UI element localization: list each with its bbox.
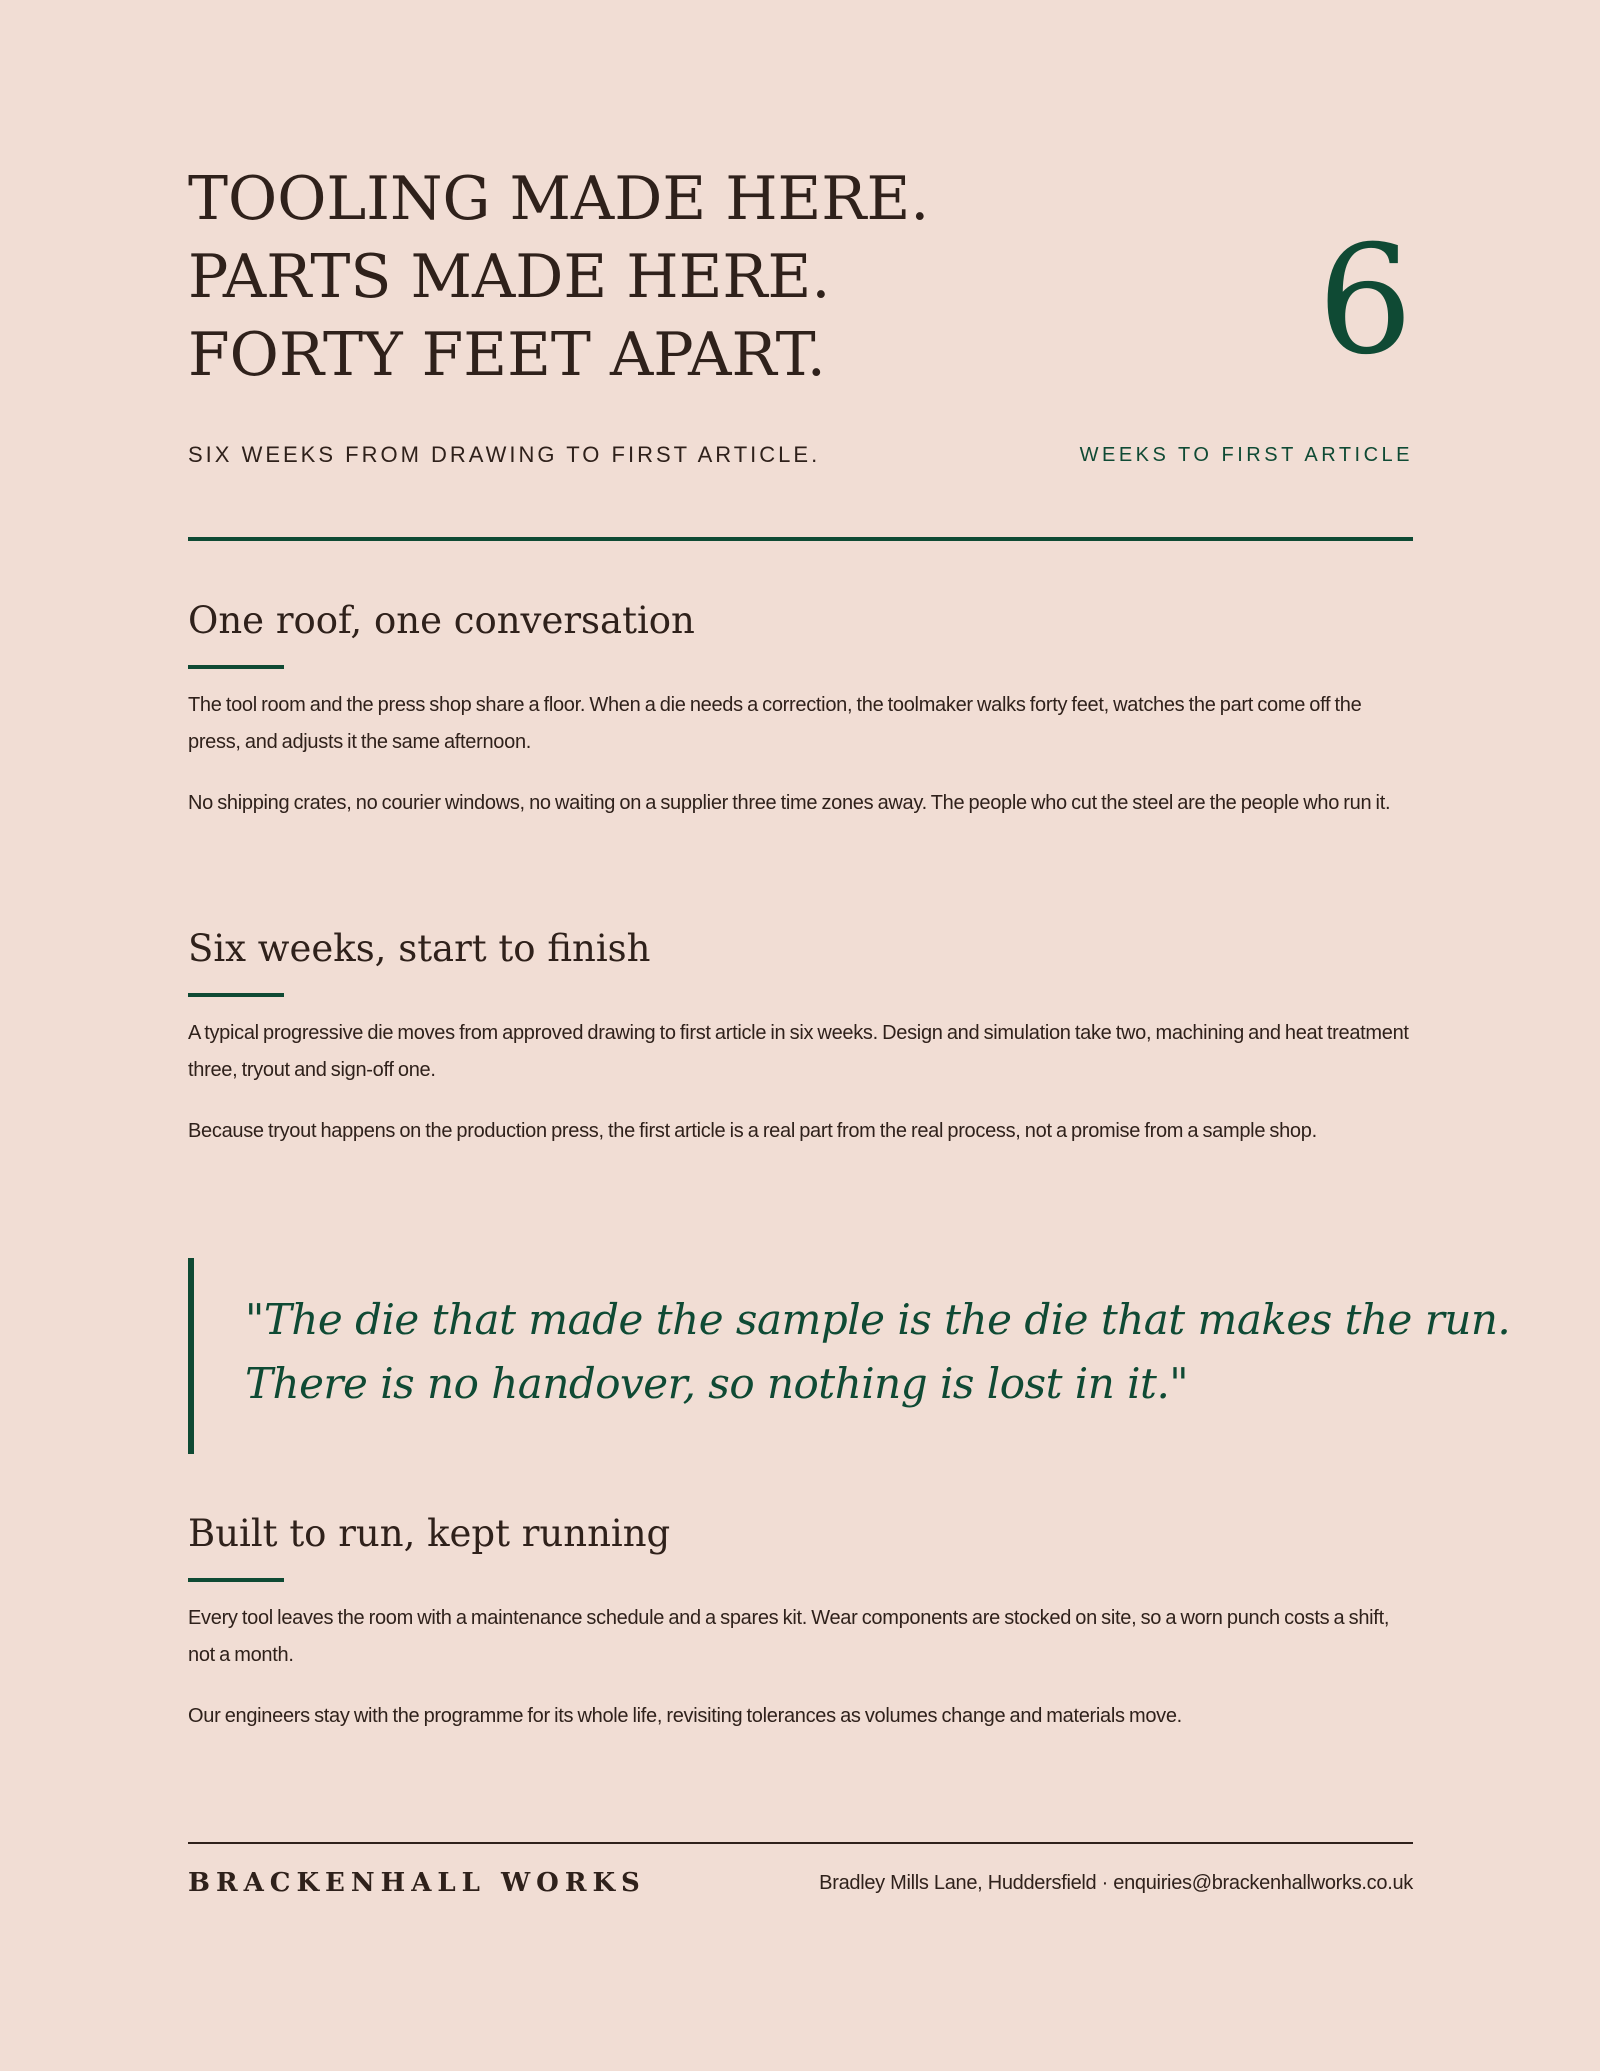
pull-quote xyxy=(188,1258,1511,1454)
headline-line-1: TOOLING MADE HERE. xyxy=(188,164,930,234)
quote-line-2: There is no handover, so nothing is lost in it." xyxy=(245,1359,1189,1408)
header-divider xyxy=(188,537,1413,541)
brand-name: BRACKENHALL WORKS xyxy=(188,1868,646,1898)
section-paragraph: Every tool leaves the room with a maintenance schedule and a spares kit. Wear components are stocked on site, so a worn punch costs a shift, not a month. xyxy=(188,1607,1390,1666)
section-built-to-run xyxy=(188,1510,1413,1759)
subheading-row xyxy=(188,442,1413,472)
section-one-roof xyxy=(188,597,1413,846)
contact-line: Bradley Mills Lane, Huddersfield · enquiries@brackenhallworks.co.uk xyxy=(819,1872,1413,1894)
section-paragraph: Because tryout happens on the production press, the first article is a real part from the real process, not a promise from a sample shop. xyxy=(188,1120,1317,1142)
section-heading: One roof, one conversation xyxy=(188,599,695,642)
quote-text xyxy=(245,1288,1511,1416)
section-heading: Six weeks, start to finish xyxy=(188,927,651,970)
section-paragraph: No shipping crates, no courier windows, no waiting on a supplier three time zones away. The people who cut the steel are the people who run it. xyxy=(188,792,1391,814)
tagline: SIX WEEKS FROM DRAWING TO FIRST ARTICLE. xyxy=(188,442,821,467)
stat-number: 6 xyxy=(1317,214,1413,388)
headline-line-3: FORTY FEET APART. xyxy=(188,320,826,390)
quote-bar xyxy=(188,1258,194,1454)
section-six-weeks xyxy=(188,925,1413,1174)
headline-line-2: PARTS MADE HERE. xyxy=(188,242,831,312)
footer xyxy=(188,1866,1413,1906)
section-heading: Built to run, kept running xyxy=(188,1512,671,1555)
headline xyxy=(188,160,1413,394)
section-paragraph: The tool room and the press shop share a floor. When a die needs a correction, the toolmaker walks forty feet, watches the part come off the press, and adjusts it the same afternoon. xyxy=(188,694,1362,753)
hero xyxy=(188,160,1413,390)
heading-accent-rule xyxy=(188,1578,284,1582)
section-paragraph: Our engineers stay with the programme for its whole life, revisiting tolerances as volumes change and materials move. xyxy=(188,1705,1182,1727)
stat-caption: WEEKS TO FIRST ARTICLE xyxy=(1079,444,1413,466)
heading-accent-rule xyxy=(188,665,284,669)
footer-divider xyxy=(188,1842,1413,1844)
section-paragraph: A typical progressive die moves from approved drawing to first article in six weeks. Design and simulation take two, machining and heat treatment three, tryout and sign-off one. xyxy=(188,1022,1409,1081)
quote-line-1: "The die that made the sample is the die that makes the run. xyxy=(245,1295,1511,1344)
heading-accent-rule xyxy=(188,993,284,997)
